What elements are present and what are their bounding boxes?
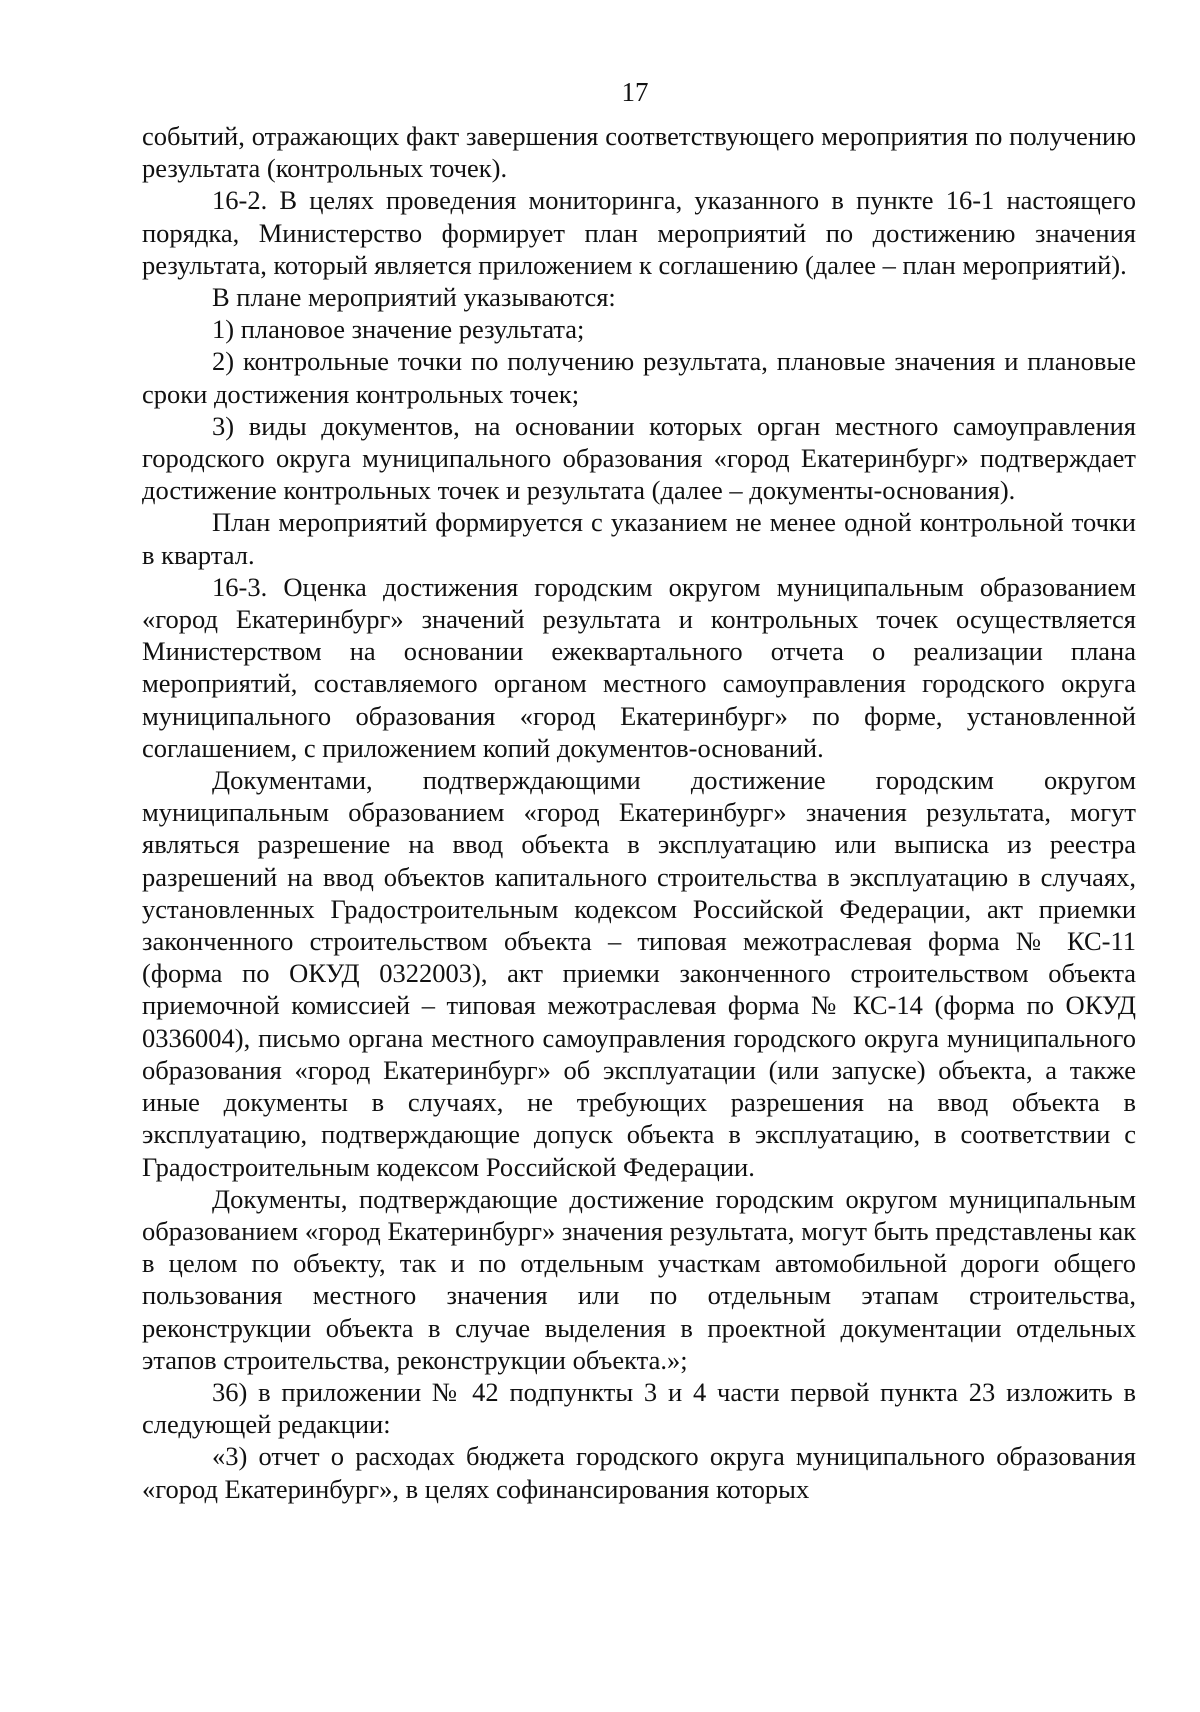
paragraph-checkpoint-quarter: План мероприятий формируется с указанием не менее одной контрольной точки в квартал. [142, 507, 1136, 570]
list-item-3: 3) виды документов, на основании которых орган местного самоуправления городского округа муниципального образования «город Екатеринбург» подтверждает достижение контрольных точек и результата (далее – документы-основания). [142, 410, 1136, 506]
paragraph-report-expenses: «3) отчет о расходах бюджета городского округа муниципального образования «город Екатеринбург», в целях софинансирования которых [142, 1441, 1136, 1504]
paragraph-confirming-documents: Документами, подтверждающими достижение городским округом муниципальным образованием «город Екатеринбург» значения результата, могут являться разрешение на ввод объекта в эксплуатацию или выписка из реестра разрешений на ввод объектов капитального строительства в эксплуатацию в случаях, установленных Градостроительным кодексом Российской Федерации, акт приемки законченного строительством объекта – типовая межотраслевая форма № КС-11 (форма по ОКУД 0322003), акт приемки законченного строительством объекта приемочной комиссией – типовая межотраслевая форма № КС-14 (форма по ОКУД 0336004), письмо органа местного самоуправления городского округа муниципального образования «город Екатеринбург» об эксплуатации (или запуске) объекта, а также иные документы в случаях, не требующих разрешения на ввод объекта в эксплуатацию, подтверждающие допуск объекта в эксплуатацию, в соответствии с Градостроительным кодексом Российской Федерации. [142, 765, 1136, 1182]
list-item-2: 2) контрольные точки по получению результата, плановые значения и плановые сроки достижения контрольных точек; [142, 346, 1136, 409]
paragraph-continuation: событий, отражающих факт завершения соответствующего мероприятия по получению результата (контрольных точек). [142, 121, 1136, 184]
page-number: 17 [621, 77, 649, 107]
paragraph-plan-contents-intro: В плане мероприятий указываются: [212, 282, 616, 313]
paragraph-16-2: 16-2. В целях проведения мониторинга, указанного в пункте 16-1 настоящего порядка, Министерство формирует план мероприятий по достижению значения результата, который является приложением к соглашению (далее – план мероприятий). [142, 185, 1136, 280]
paragraph-item-36: 36) в приложении № 42 подпункты 3 и 4 части первой пункта 23 изложить в следующей редакции: [142, 1376, 1136, 1440]
document-body [142, 120, 1136, 1505]
paragraph-documents-scope: Документы, подтверждающие достижение городским округом муниципальным образованием «город Екатеринбург» значения результата, могут быть представлены как в целом по объекту, так и по отдельным участкам автомобильной дороги общего пользования местного значения или по отдельным этапам строительства, реконструкции объекта в случае выделения в проектной документации отдельных этапов строительства, реконструкции объекта.»; [142, 1183, 1136, 1375]
list-item-1: 1) плановое значение результата; [212, 314, 585, 345]
paragraph-16-3: 16-3. Оценка достижения городским округом муниципальным образованием «город Екатеринбург» значений результата и контрольных точек осуществляется Министерством на основании ежеквартального отчета о реализации плана мероприятий, составляемого органом местного самоуправления городского округа муниципального образования «город Екатеринбург» по форме, установленной соглашением, с приложением копий документов-оснований. [142, 571, 1136, 763]
